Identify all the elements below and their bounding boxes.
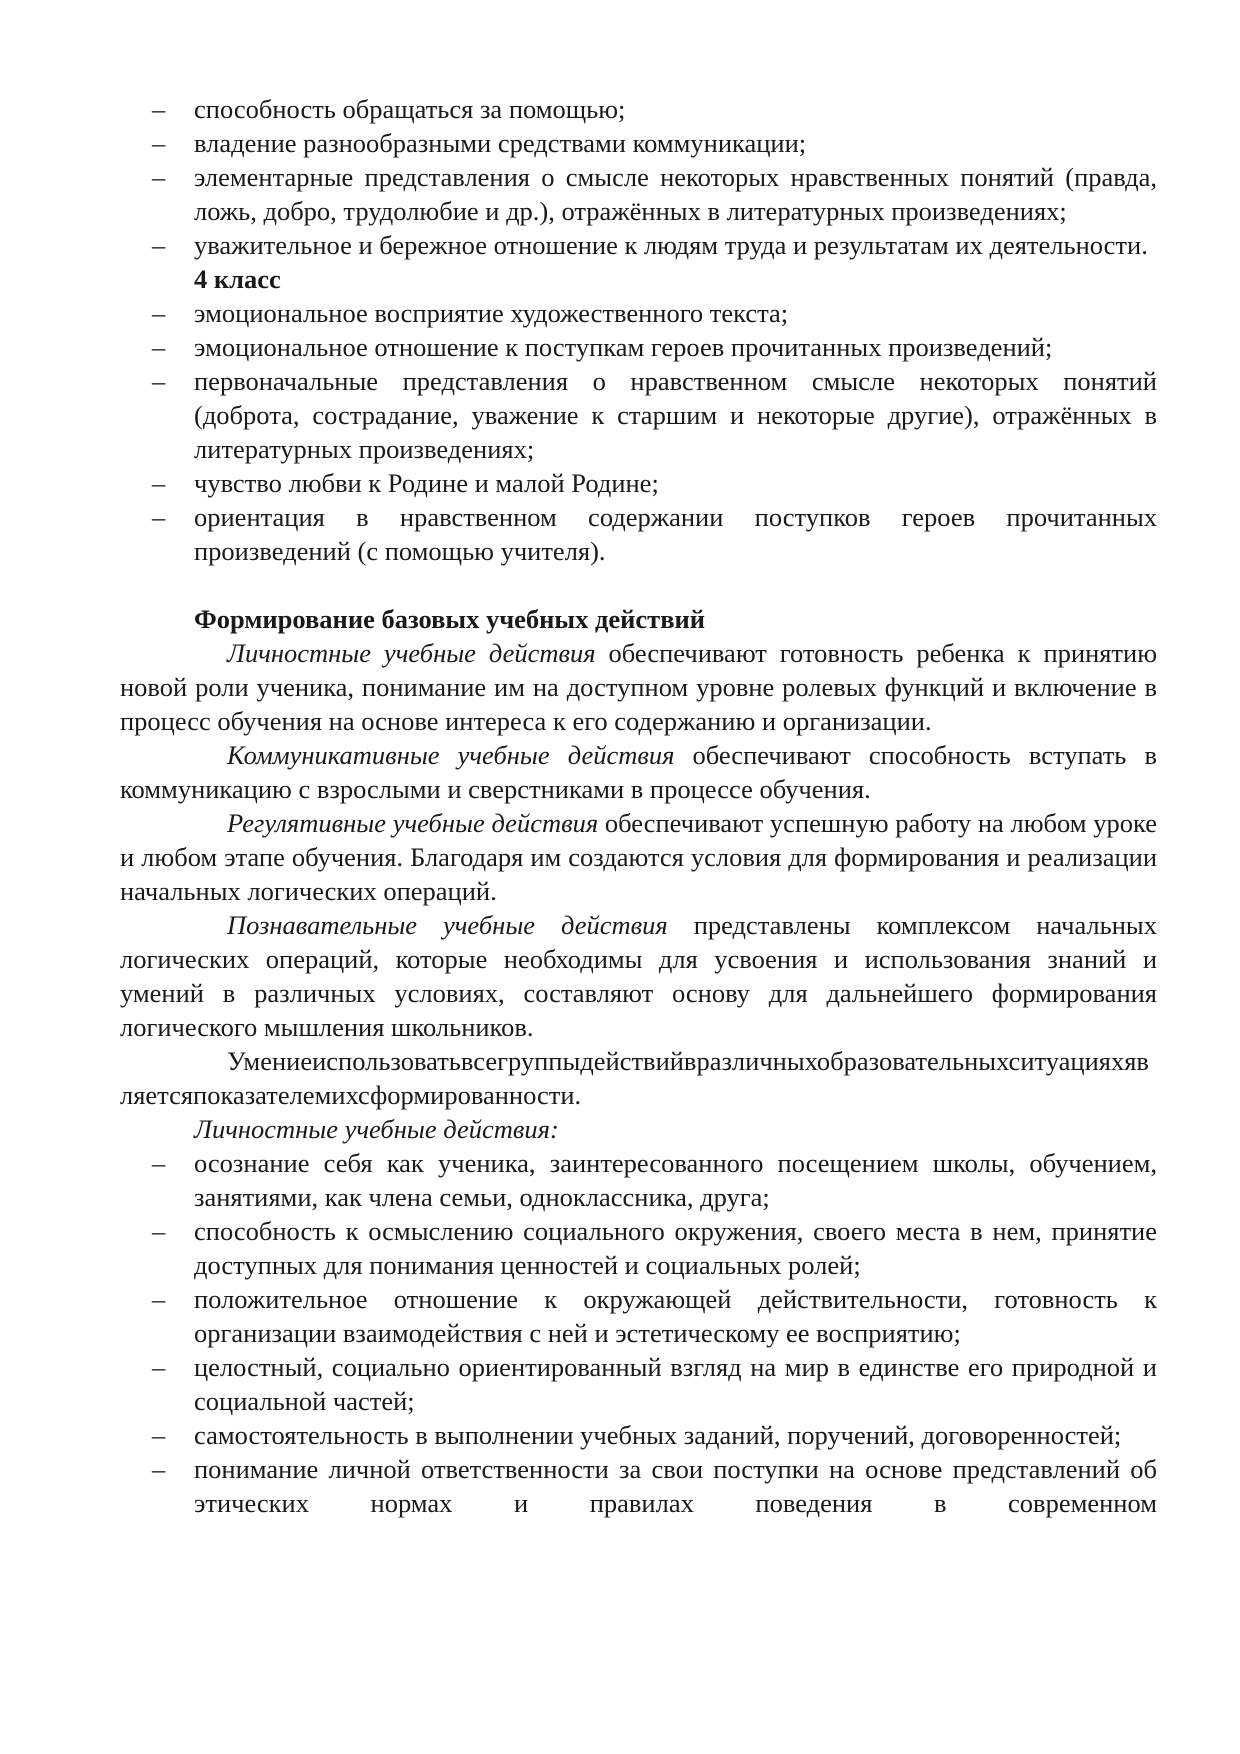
list-dash: – [152, 1420, 166, 1450]
list-item [120, 1282, 1157, 1350]
list-dash: – [152, 502, 166, 532]
list-item-text: эмоциональное восприятие художественного текста; [194, 298, 789, 328]
paragraph-term: Коммуникативные учебные действия [227, 740, 675, 770]
list-dash: – [152, 1454, 166, 1484]
list-item-text: эмоциональное отношение к поступкам героев прочитанных произведений; [194, 332, 1053, 362]
list-dash: – [152, 468, 166, 498]
list-item [120, 160, 1157, 228]
list-item-text: первоначальные представления о нравственном смысле некоторых понятий (доброта, сострадание, уважение к старшим и некоторые другие), отражённых в литературных произведениях; [194, 366, 1157, 464]
list-item-text: элементарные представления о смысле некоторых нравственных понятий (правда, ложь, добро, трудолюбие и др.), отражённых в литературных произведениях; [194, 162, 1157, 226]
summary-paragraph: Умениеиспользоватьвсегруппыдействийвразличныхобразовательныхситуацияхявляетсяпоказателемихсформированности. [120, 1046, 1149, 1110]
list-dash: – [152, 366, 166, 396]
list-item-text: способность обращаться за помощью; [194, 94, 626, 124]
list-item-text: чувство любви к Родине и малой Родине; [194, 468, 659, 498]
list-item-text: способность к осмыслению социального окружения, своего места в нем, принятие доступных для понимания ценностей и социальных ролей; [194, 1216, 1157, 1280]
list-item-text: ориентация в нравственном содержании поступков героев прочитанных произведений (с помощью учителя). [194, 502, 1157, 566]
list-dash: – [152, 162, 166, 192]
list-item-text: понимание личной ответственности за свои поступки на основе представлений об этических нормах и правилах поведения в современном [194, 1454, 1157, 1518]
paragraph-term: Регулятивные учебные действия [227, 808, 599, 838]
paragraph [120, 636, 1157, 738]
document-page [120, 92, 1157, 1520]
list-item-text: положительное отношение к окружающей действительности, готовность к организации взаимодействия с ней и эстетическому ее восприятию; [194, 1284, 1157, 1348]
list-dash: – [152, 94, 166, 124]
paragraph [120, 908, 1157, 1044]
paragraph-term: Познавательные учебные действия [227, 910, 668, 940]
list-dash: – [152, 1148, 166, 1178]
list-item [120, 1350, 1157, 1418]
list-item [120, 1146, 1157, 1214]
paragraph-text: обеспечивают успешную работу на любом уроке и любом этапе обучения. Благодаря им создаются условия для формирования и реализации начальных логических операций. [120, 808, 1157, 906]
list-item-text: уважительное и бережное отношение к людям труда и результатам их деятельности. [194, 230, 1148, 260]
list-dash: – [152, 298, 166, 328]
list-item [120, 466, 1157, 500]
list-item-text: осознание себя как ученика, заинтересованного посещением школы, обучением, занятиями, как члена семьи, одноклассника, друга; [194, 1148, 1157, 1212]
paragraph-text: обеспечивают способность вступать в коммуникацию с взрослыми и сверстниками в процессе обучения. [120, 740, 1157, 804]
list-item [120, 228, 1157, 262]
list-item [120, 296, 1157, 330]
list-item [120, 330, 1157, 364]
list-item [120, 500, 1157, 568]
list-dash: – [152, 332, 166, 362]
grade-heading: 4 класс [194, 264, 281, 294]
subsection-title-text: Личностные учебные действия [194, 1114, 550, 1144]
paragraph-text: представлены комплексом начальных логических операций, которые необходимы для усвоения и использования знаний и умений в различных условиях, составляют основу для дальнейшего формирования логического мышления школьников. [120, 910, 1157, 1042]
list-dash: – [152, 128, 166, 158]
list-item-text: целостный, социально ориентированный взгляд на мир в единстве его природной и социальной частей; [194, 1352, 1157, 1416]
list-item [120, 92, 1157, 126]
list-dash: – [152, 230, 166, 260]
list-item [120, 1418, 1157, 1452]
list-item [120, 1452, 1157, 1520]
list-dash: – [152, 1284, 166, 1314]
section-title: Формирование базовых учебных действий [194, 604, 706, 634]
list-item [120, 1214, 1157, 1282]
paragraph-text: обеспечивают готовность ребенка к принятию новой роли ученика, понимание им на доступном уровне ролевых функций и включение в процесс обучения на основе интереса к его содержанию и организации. [120, 638, 1157, 736]
list-item [120, 364, 1157, 466]
list-item-text: самостоятельность в выполнении учебных заданий, поручений, договоренностей; [194, 1420, 1122, 1450]
paragraph [120, 738, 1157, 806]
subsection-title [120, 1112, 1157, 1146]
list-dash: – [152, 1352, 166, 1382]
list-item-text: владение разнообразными средствами коммуникации; [194, 128, 807, 158]
paragraph [120, 806, 1157, 908]
list-item [120, 126, 1157, 160]
paragraph-term: Личностные учебные действия [227, 638, 596, 668]
list-dash: – [152, 1216, 166, 1246]
subsection-title-colon: : [549, 1114, 559, 1144]
